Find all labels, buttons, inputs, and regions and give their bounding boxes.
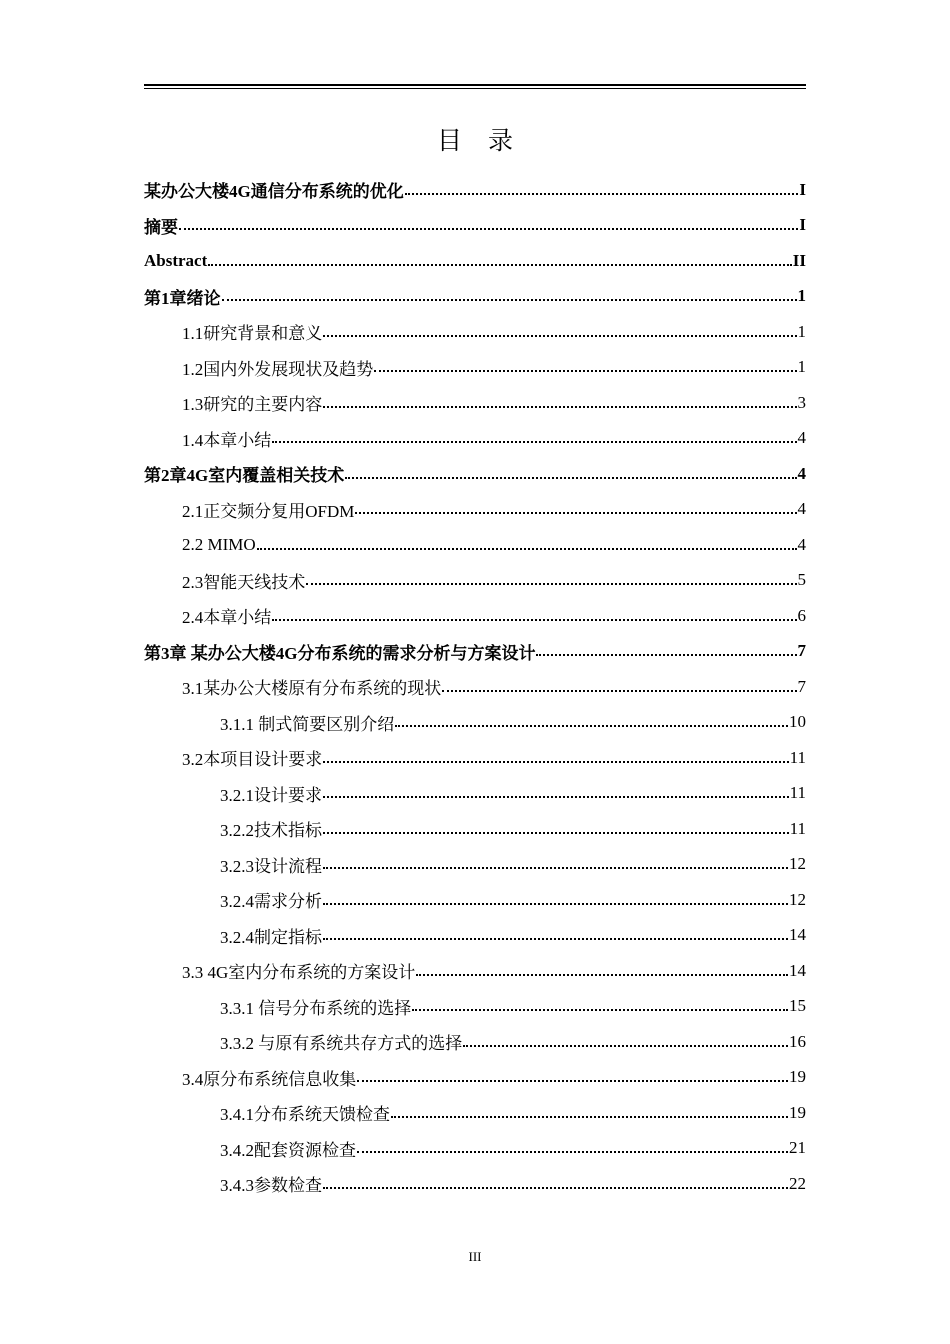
toc-entry-page: 1 (797, 286, 806, 306)
toc-entry-label: 3.3.2 与原有系统共存方式的选择 (220, 1034, 463, 1054)
toc-entry-label: 某办公大楼4G通信分布系统的优化 (144, 182, 404, 202)
toc-entry[interactable] (144, 527, 806, 563)
toc-entry-label: 3.2本项目设计要求 (182, 750, 323, 770)
toc-entry-label: 2.3智能天线技术 (182, 572, 306, 592)
toc-entry-page: 4 (797, 534, 806, 554)
toc-dot-leader (323, 903, 788, 905)
toc-dot-leader (442, 690, 796, 692)
toc-entry-label: 1.3研究的主要内容 (182, 395, 323, 415)
toc-entry-label: 3.2.1设计要求 (220, 785, 322, 805)
toc-entry-page: 4 (797, 463, 806, 483)
toc-entry-page: I (799, 179, 806, 199)
toc-entry-label: 第3章 某办公大楼4G分布系统的需求分析与方案设计 (144, 643, 536, 663)
toc-entry[interactable] (144, 811, 806, 847)
toc-entry-page: 22 (789, 1173, 806, 1193)
toc-dot-leader (323, 406, 796, 408)
toc-dot-leader (208, 264, 792, 266)
toc-dot-leader (345, 477, 796, 479)
toc-entry[interactable] (144, 989, 806, 1025)
toc-entry[interactable] (144, 1060, 806, 1096)
toc-title: 目录 (436, 126, 539, 155)
toc-entry-page: 4 (797, 428, 806, 448)
toc-entry-label: 3.2.3设计流程 (220, 856, 322, 876)
toc-entry-label: 2.1正交频分复用OFDM (182, 501, 355, 521)
toc-dot-leader (257, 548, 797, 550)
toc-entry[interactable] (144, 1095, 806, 1131)
toc-entry-page: 16 (789, 1031, 806, 1051)
toc-entry-label: 3.3 4G室内分布系统的方案设计 (182, 963, 416, 983)
page-number: III (468, 1249, 482, 1264)
toc-dot-leader (536, 654, 796, 656)
toc-dot-leader (395, 725, 788, 727)
toc-entry[interactable] (144, 208, 806, 244)
toc-entry-page: 19 (789, 1067, 806, 1087)
toc-entry-label: 3.2.2技术指标 (220, 821, 322, 841)
toc-entry-page: 12 (789, 889, 806, 909)
toc-dot-leader (179, 228, 798, 230)
toc-dot-leader (323, 938, 788, 940)
toc-entry-page: 1 (797, 321, 806, 341)
toc-entry-label: 3.4.2配套资源检查 (220, 1140, 356, 1160)
toc-entry-label: 第1章绪论 (144, 288, 221, 308)
toc-dot-leader (374, 370, 796, 372)
toc-entry[interactable] (144, 314, 806, 350)
toc-dot-leader (355, 512, 796, 514)
toc-entry-page: 5 (797, 570, 806, 590)
toc-entry-page: 1 (797, 357, 806, 377)
toc-entry[interactable] (144, 740, 806, 776)
toc-entry-label: 3.1.1 制式简要区别介绍 (220, 714, 395, 734)
toc-dot-leader (357, 1151, 788, 1153)
toc-entry[interactable] (144, 279, 806, 315)
toc-entry[interactable] (144, 492, 806, 528)
toc-entry[interactable] (144, 456, 806, 492)
toc-dot-leader (323, 832, 789, 834)
toc-entry[interactable] (144, 776, 806, 812)
toc-entry-page: 15 (789, 996, 806, 1016)
toc-dot-leader (323, 1187, 788, 1189)
toc-entry[interactable] (144, 1166, 806, 1202)
toc-dot-leader (323, 867, 788, 869)
toc-dot-leader (272, 441, 796, 443)
toc-entry[interactable] (144, 847, 806, 883)
toc-dot-leader (306, 583, 796, 585)
toc-dot-leader (357, 1080, 788, 1082)
toc-entry-page: 19 (789, 1102, 806, 1122)
toc-entry-page: 3 (797, 392, 806, 412)
toc-dot-leader (416, 974, 788, 976)
toc-dot-leader (222, 299, 797, 301)
toc-dot-leader (463, 1045, 788, 1047)
toc-entry-page: 4 (797, 499, 806, 519)
toc-entry-label: 2.4本章小结 (182, 608, 272, 628)
toc-entry[interactable] (144, 634, 806, 670)
toc-entry-page: 11 (789, 783, 806, 803)
toc-entry-label: Abstract (144, 250, 208, 270)
table-of-contents (144, 172, 806, 1202)
toc-entry-label: 1.1研究背景和意义 (182, 324, 323, 344)
toc-entry-page: 11 (789, 818, 806, 838)
toc-entry[interactable] (144, 1131, 806, 1167)
toc-entry-page: I (799, 215, 806, 235)
toc-dot-leader (323, 761, 788, 763)
toc-entry[interactable] (144, 918, 806, 954)
toc-entry[interactable] (144, 705, 806, 741)
toc-entry-page: 10 (789, 712, 806, 732)
toc-entry[interactable] (144, 1024, 806, 1060)
toc-entry-page: 7 (797, 676, 806, 696)
toc-entry-label: 3.1某办公大楼原有分布系统的现状 (182, 679, 442, 699)
toc-entry-label: 3.4.3参数检查 (220, 1176, 322, 1196)
toc-entry[interactable] (144, 598, 806, 634)
toc-entry-label: 3.2.4制定指标 (220, 927, 322, 947)
toc-entry[interactable] (144, 350, 806, 386)
toc-entry[interactable] (144, 882, 806, 918)
toc-entry-label: 3.4原分布系统信息收集 (182, 1069, 357, 1089)
header-rule-thin (144, 88, 806, 89)
toc-entry[interactable] (144, 953, 806, 989)
toc-entry-label: 第2章4G室内覆盖相关技术 (144, 466, 345, 486)
toc-entry-label: 3.4.1分布系统天馈检查 (220, 1105, 390, 1125)
toc-entry-label: 1.4本章小结 (182, 430, 272, 450)
toc-entry-label: 3.3.1 信号分布系统的选择 (220, 998, 412, 1018)
toc-entry-label: 1.2国内外发展现状及趋势 (182, 359, 374, 379)
toc-dot-leader (405, 193, 799, 195)
header-rule-thick (144, 84, 806, 86)
toc-entry[interactable] (144, 385, 806, 421)
toc-entry-page: 11 (789, 747, 806, 767)
toc-dot-leader (323, 335, 796, 337)
toc-dot-leader (323, 796, 789, 798)
toc-entry-page: 14 (789, 960, 806, 980)
toc-entry-page: 14 (789, 925, 806, 945)
toc-dot-leader (272, 619, 796, 621)
toc-entry-page: 6 (797, 605, 806, 625)
toc-entry-page: 21 (789, 1138, 806, 1158)
toc-entry[interactable] (144, 421, 806, 457)
toc-entry-label: 摘要 (144, 217, 178, 237)
toc-entry-page: II (792, 250, 806, 270)
toc-entry[interactable] (144, 563, 806, 599)
toc-dot-leader (391, 1116, 788, 1118)
toc-entry-page: 12 (789, 854, 806, 874)
toc-entry[interactable] (144, 669, 806, 705)
toc-entry-label: 3.2.4需求分析 (220, 892, 322, 912)
toc-dot-leader (412, 1009, 788, 1011)
toc-entry-page: 7 (797, 641, 806, 661)
toc-entry-label: 2.2 MIMO (182, 534, 256, 554)
toc-entry[interactable] (144, 243, 806, 279)
toc-entry[interactable] (144, 172, 806, 208)
